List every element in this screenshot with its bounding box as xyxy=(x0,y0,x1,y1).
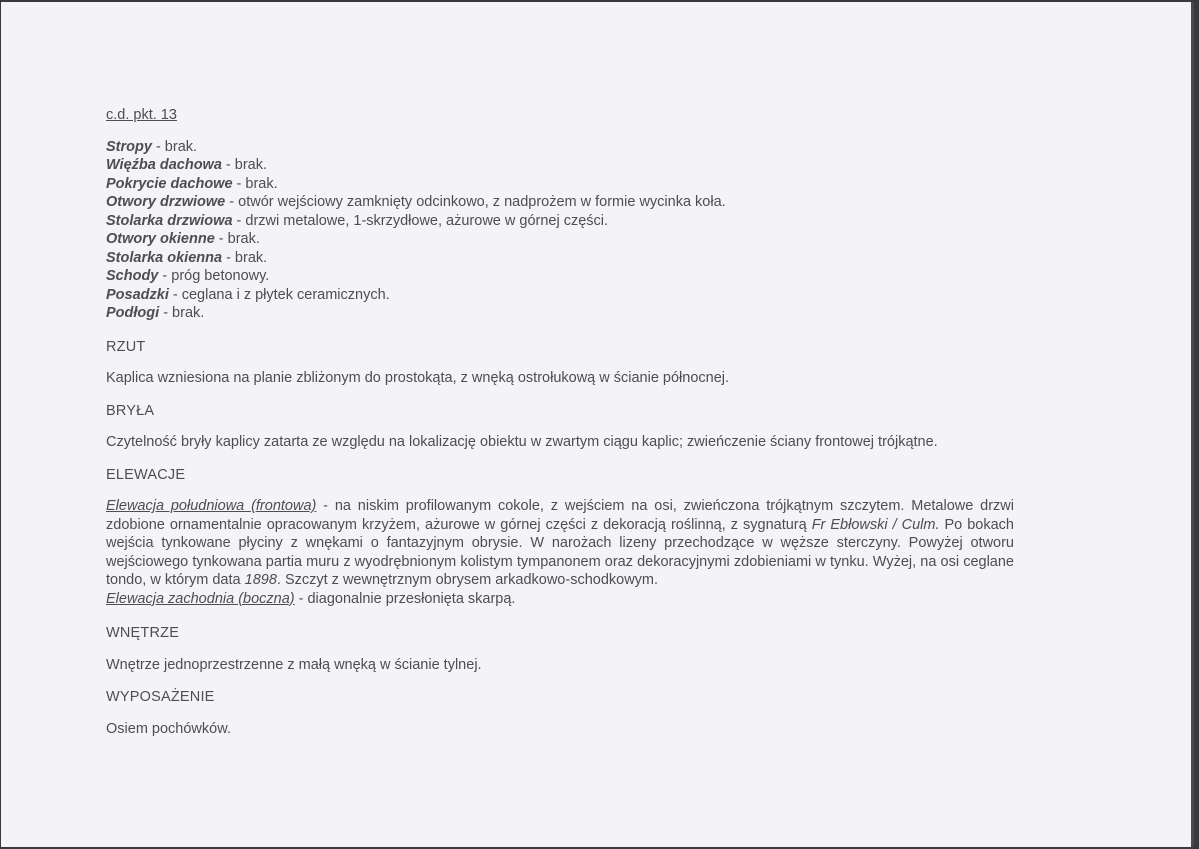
property-key: Otwory okienne xyxy=(106,231,215,247)
property-line xyxy=(106,230,1014,249)
property-key: Podłogi xyxy=(106,305,160,321)
south-elevation-text-3: . Szczyt z wewnętrznym obrysem arkadkowo-schodkowym. xyxy=(276,572,659,588)
section-heading-wyposazenie: WYPOSAŻENIE xyxy=(106,689,215,705)
date-text: 1898 xyxy=(244,572,277,588)
property-value: - otwór wejściowy zamknięty odcinkowo, z nadprożem w formie wycinka koła. xyxy=(225,194,726,210)
property-value: - ceglana i z płytek ceramicznych. xyxy=(168,286,390,303)
property-line xyxy=(106,212,1014,231)
section-text-bryla: Czytelność bryły kaplicy zatarta ze względu na lokalizację obiektu w zwartym ciągu kaplic; zwieńczenie ściany frontowej trójkątne. xyxy=(106,434,938,450)
south-elevation-text-2: Po bokach wejścia tynkowane płyciny z wnękami o fantazyjnym obrysie. W narożach lizeny przechodzące w węższe sterczyny. Powyżej otworu wejściowego tynkowana partia muru z wyodrębnionym kolistym tympanonem oraz dekoracyjnymi zdobieniami w tynku. Wyżej, na osi ceglane tondo, w którym data xyxy=(106,516,1014,588)
property-line xyxy=(106,286,1014,305)
section-heading-bryla: BRYŁA xyxy=(106,402,155,419)
properties-list xyxy=(106,138,1014,323)
property-value: - brak. xyxy=(232,175,278,192)
elevations-paragraph xyxy=(106,497,1014,608)
property-key: Stropy xyxy=(106,138,152,155)
property-line xyxy=(106,175,1014,194)
south-elevation-text-1: - na niskim profilowanym cokole, z wejściem na osi, zwieńczona trójkątnym szczytem. Metalowe drzwi zdobione ornamentalnie opracowanym krzyżem, ażurowe w górnej części z dekoracją roślinną, z sygnaturą xyxy=(106,498,1014,533)
signature-text: Fr Ebłowski / Culm. xyxy=(811,516,940,533)
property-key: Posadzki xyxy=(106,286,169,303)
west-elevation-label: Elewacja zachodnia (boczna) xyxy=(106,590,295,607)
property-line xyxy=(106,267,1014,286)
property-key: Pokrycie dachowe xyxy=(106,175,233,192)
property-key: Więźba dachowa xyxy=(106,157,222,173)
property-key: Stolarka drzwiowa xyxy=(106,212,233,229)
section-text-wnetrze: Wnętrze jednoprzestrzenne z małą wnęką w ścianie tylnej. xyxy=(106,656,482,673)
property-line xyxy=(106,193,1014,212)
section-text-wyposazenie: Osiem pochówków. xyxy=(106,720,231,737)
section-heading-elewacje: ELEWACJE xyxy=(106,466,186,483)
property-value: - brak. xyxy=(214,231,260,247)
section-heading-rzut: RZUT xyxy=(106,338,146,355)
property-value: - brak. xyxy=(151,138,198,155)
scanned-page xyxy=(1,2,1194,847)
property-key: Schody xyxy=(106,268,159,284)
property-key: Stolarka okienna xyxy=(106,249,223,266)
south-elevation-label: Elewacja południowa (frontowa) xyxy=(106,498,317,514)
property-value: - brak. xyxy=(222,249,268,266)
property-value: - brak. xyxy=(159,305,205,321)
property-line xyxy=(106,249,1014,268)
property-value: - drzwi metalowe, 1-skrzydłowe, ażurowe w górnej części. xyxy=(232,212,609,229)
document-body xyxy=(106,106,1014,752)
property-value: - próg betonowy. xyxy=(158,268,270,284)
property-line xyxy=(106,156,1014,175)
section-reference: c.d. pkt. 13 xyxy=(106,107,177,123)
property-key: Otwory drzwiowe xyxy=(106,194,226,210)
section-text-rzut: Kaplica wzniesiona na planie zbliżonym do prostokąta, z wnęką ostrołukową w ścianie północnej. xyxy=(106,370,730,386)
property-value: - brak. xyxy=(221,157,268,173)
west-elevation-text: - diagonalnie przesłonięta skarpą. xyxy=(294,590,516,607)
property-line xyxy=(106,138,1014,157)
section-heading-wnetrze: WNĘTRZE xyxy=(106,625,180,641)
property-line xyxy=(106,304,1014,323)
